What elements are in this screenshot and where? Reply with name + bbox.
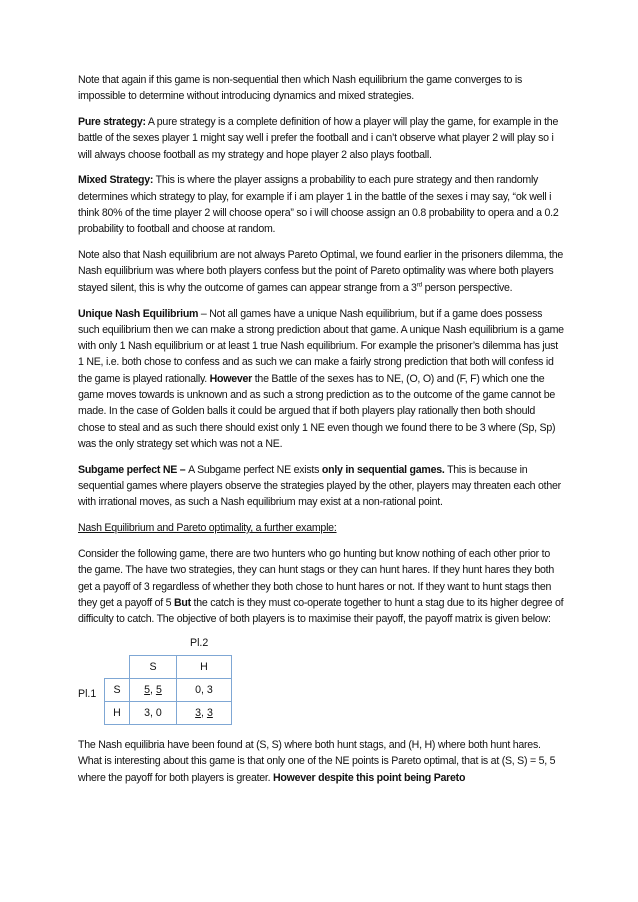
unique-ne-paragraph: Unique Nash Equilibrium – Not all games have a unique Nash equilibrium, but if a game does possess such equilibrium then we can make a strong prediction about that game. A unique Nash equilibrium is a game with only 1 Nash equilibrium or at least 1 true Nash equilibrium. For example the prisoner’s dilemma has just 1 NE, i.e. both chose to confess and as such we can make a fairly strong prediction that both will confess id the game is played rationally. However the Battle of the sexes has to NE, (O, O) and (F, F) which one the game moves towards is unknown and as such a strong prediction as to the outcome of the game cannot be made. In the case of Golden balls it could be argued that if both players play rationally then both should chose to steal and as such there should exist only 1 NE even though we found there to be 3 where (Sp, Sp) was the only strategy set which was not a NE. bbox=[78, 307, 564, 450]
sequential-emphasis: only in sequential games. bbox=[321, 463, 445, 476]
row-header-s: S bbox=[105, 678, 130, 701]
mixed-strategy-paragraph: Mixed Strategy: This is where the player assigns a probability to each pure strategy and then randomly determines which strategy to play, for example if i am player 1 in the battle of the sexes i may say, “ok well i think 80% of the time player 2 will choose opera” so i will choose assign an 0.8 probability to opera and a 0.2 probability to football and choose at random. bbox=[78, 174, 559, 236]
pure-strategy-term: Pure strategy: bbox=[78, 116, 146, 129]
pareto-note-paragraph: Note also that Nash equilibrium are not always Pareto Optimal, we found earlier in the prisoners dilemma, the Nash equilibrium was where both players confess but the point of Pareto optimality was where both players stayed silent, this is why the outcome of games can appear strange from a 3rd person perspective. bbox=[78, 249, 564, 294]
payoff-matrix bbox=[78, 637, 564, 731]
ordinal-superscript: rd bbox=[416, 281, 422, 289]
intro-paragraph: Note that again if this game is non-sequential then which Nash equilibrium the game converges to is impossible to determine without introducing dynamics and mixed strategies. bbox=[78, 74, 522, 103]
unique-ne-term: Unique Nash Equilibrium bbox=[78, 307, 199, 320]
mixed-strategy-term: Mixed Strategy: bbox=[78, 174, 154, 187]
payoff-table bbox=[104, 655, 232, 725]
cell-h-s: 3, 0 bbox=[130, 701, 177, 724]
but-emphasis: But bbox=[173, 596, 191, 609]
consider-paragraph: Consider the following game, there are two hunters who go hunting but know nothing of each other prior to the game. The have two strategies, they can hunt stags or they can hunt hares. If they hunt hares they both get a payoff of 3 regardless of whether they both chose to hunt hares or not. If they want to hunt stags then they get a payoff of 5 But the catch is they must co-operate together to hunt a stag due to its higher degree of difficulty to catch. The objective of both players is to maximise their payoff, the payoff matrix is given below: bbox=[78, 547, 564, 626]
col-header-h: H bbox=[177, 655, 232, 678]
subgame-ne-term: Subgame perfect NE – bbox=[78, 463, 189, 476]
row-h bbox=[105, 701, 232, 724]
cell-h-h: 3, 3 bbox=[177, 701, 232, 724]
section-heading: Nash Equilibrium and Pareto optimality, a further example: bbox=[78, 522, 337, 535]
col-header-s: S bbox=[130, 655, 177, 678]
subgame-ne-paragraph: Subgame perfect NE – A Subgame perfect NE exists only in sequential games. This is because in sequential games where players observe the strategies played by the other, players may threaten each other with irrational moves, as such a Nash equilibrium may exist at a non-rational point. bbox=[78, 463, 561, 509]
however-despite-emphasis: However despite this point being Pareto bbox=[273, 771, 466, 784]
pure-strategy-paragraph: Pure strategy: A pure strategy is a complete definition of how a player will play the game, for example in the battle of the sexes player 1 might say well i prefer the football and i can’t observe what player 2 will play so i will always choose football as my strategy and hope player 2 also plays football. bbox=[78, 116, 559, 161]
however-emphasis: However bbox=[209, 372, 253, 385]
row-header-h: H bbox=[105, 701, 130, 724]
equilibria-paragraph: The Nash equilibria have been found at (S, S) where both hunt stags, and (H, H) where both hunt hares. What is interesting about this game is that only one of the NE points is Pareto optimal, that is at (S, S) = 5, 5 where the payoff for both players is greater. However despite this point being Pareto bbox=[78, 738, 556, 784]
cell-s-h: 0, 3 bbox=[177, 678, 232, 701]
row-s bbox=[105, 678, 232, 701]
player1-label: Pl.1 bbox=[78, 687, 97, 700]
header-row bbox=[105, 655, 232, 678]
cell-s-s: 5, 5 bbox=[130, 678, 177, 701]
player2-label: Pl.2 bbox=[190, 636, 209, 649]
